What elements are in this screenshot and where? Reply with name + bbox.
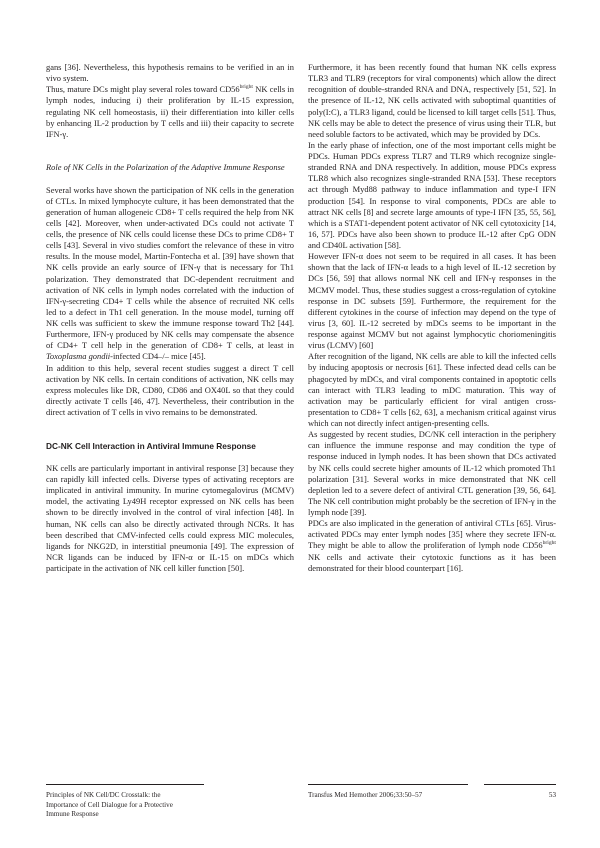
page-number: 53	[548, 791, 556, 799]
paragraph: After recognition of the ligand, NK cells are able to kill the infected cells by inducing apoptosis or necrosis [61]. These infected dead cells can be phagocyted by mDCs, and viral components contained in apoptotic cells can interact with TLR3 leading to mDC maturation. This way of activation may be particularly efficient for viral antigen cross-presentation to CD8+ T cells [62, 63], a mechanism critical against virus which can not directly infect antigen-presenting cells.	[308, 351, 556, 428]
paragraph: NK cells are particularly important in antiviral response [3] because they can rapidly kill infected cells. Diverse types of activating receptors are implicated in antiviral immunity. In murine cytomegalovirus (MCMV) model, the activating Ly49H receptor expressed on NK cells has been shown to be directly involved in the control of viral infection [48]. In human, NK cells can also be directly activated through NCRs. It has been described that CMV-infected cells could express MIC molecules, ligands for NKG2D, in interstitial pneumonia [49]. The expression of NCR ligands can be induced by IFN-α or IL-15 on mDCs which participate in the activation of NK cell killer function [50].	[46, 462, 294, 574]
footer-divider	[46, 784, 204, 785]
text-run: PDCs are also implicated in the generation of antiviral CTLs [65]. Virus-activated PDCs may enter lymph nodes [35] where they secrete IFN-α. They might be able to allow the proliferation of lymph node CD56	[308, 518, 556, 551]
text-run: Several works have shown the participation of NK cells in the generation of CTLs. In mixed lymphocyte culture, it has been demonstrated that the generation of human allogeneic CD8+ T cells required the help from NK cells [42]. Moreover, when under-activated DCs could not activate T cells, the presence of NK cells could license these DCs to prime CD8+ T cells [43]. Several in vivo studies comfort the relevance of these in vitro results. In the mouse model, Martin-Fontecha et al. [39] have shown that NK cells provide an early source of IFN-γ that is necessary for Th1 polarization. They demonstrated that DC-dependent recruitment and activation of NK cells in lymph nodes correlated with the induction of IFN-γ-secreting CD4+ T cells while the absence of recruited NK cells led to a defect in Th1 cell generation. In the mouse model, turning off NK cells was sufficient to skew the immune response toward Th2 [44]. Furthermore, IFN-γ produced by NK cells may compensate the absence of CD4+ T cell help in the generation of CD8+ T cells, at least in	[46, 184, 294, 351]
paragraph: gans [36]. Nevertheless, this hypothesis remains to be verified in an in vivo system.	[46, 62, 294, 84]
section-heading: DC-NK Cell Interaction in Antiviral Immune Response	[46, 440, 256, 451]
text-run: -infected CD4–/– mice [45].	[110, 351, 206, 362]
paragraph	[46, 185, 294, 363]
right-column	[308, 62, 556, 574]
superscript: bright	[542, 540, 556, 547]
text-run: NK cells in lymph nodes, inducing i) their proliferation by IL-15 expression, regulating NK cell homeostasis, ii) their differentiation into killer cells by enhancing IL-2 production by T cells and iii) their capacity to secrete IFN-γ.	[46, 84, 294, 139]
paragraph: As suggested by recent studies, DC/NK cell interaction in the periphery can influence the immune response and may condition the type of response induced in lymph nodes. It has been shown that DCs activated by NK cells could secrete higher amounts of IL-12 which promoted Th1 polarization [31]. Several works in mice demonstrated that NK cell depletion led to a severe defect of antiviral CTL generation [39, 56, 64]. The NK cell contribution might probably be the secretion of IFN-γ in the lymph node [39].	[308, 429, 556, 517]
paragraph: In the early phase of infection, one of the most important cells might be PDCs. Human PDCs express TLR7 and TLR9 which recognize single-stranded RNA and DNA respectively. In addition, mouse PDCs express TLR8 which also recognizes single-stranded RNA [53]. These receptors act through Myd88 pathway to induce inflammation and type-I IFN production [54]. In response to viral components, PDCs are able to attract NK cells [8] and secrete large amounts of type-I IFN [35, 55, 56], which is a STAT1-dependent potent activator of NK cell cytotoxicity [14, 16, 57]. PDCs have also been shown to produce IL-12 after CpG ODN and CD40L activation [58].	[308, 139, 556, 250]
superscript: bright	[239, 84, 253, 91]
paragraph: In addition to this help, several recent studies suggest a direct T cell activation by NK cells. In certain conditions of activation, NK cells may express molecules like DR, CD80, CD86 and OX40L so that they could directly activate T cells [46, 47]. Nevertheless, their contribution in the direct activation of T cells in vivo remains to be demonstrated.	[46, 362, 294, 418]
paragraph: Furthermore, it has been recently found that human NK cells express TLR3 and TLR9 (receptors for viral components) which allow the direct recognition of double-stranded RNA and DNA, respectively [51, 52]. In the presence of IL-12, NK cells activated with suboptimal quantities of poly(I:C), a TLR3 ligand, could be licensed to kill target cells [51]. Thus, NK cells may be able to detect the presence of virus using their TLR, but need soluble factors to be activated, which may be provided by DCs.	[308, 62, 556, 139]
paragraph: However IFN-α does not seem to be required in all cases. It has been shown that the lack of IFN-α leads to a high level of IL-12 secretion by DCs [56, 59] that allows normal NK cell and IFN-γ responses in the MCMV model. Thus, these studies suggest a cross-regulation of cytokine response in DC subsets [59]. Furthermore, the requirement for the different cytokines in the course of infection may depend on the type of virus [3, 60]. IL-12 secreted by mDCs seems to be important in the response against MCMV but not against lymphocytic choriomeningitis virus (LCMV) [60]	[308, 251, 556, 351]
running-title-line: Principles of NK Cell/DC Crosstalk: the	[46, 791, 161, 799]
running-title	[46, 791, 266, 820]
left-column	[46, 62, 294, 574]
italic-text: Toxoplasma gondii	[46, 351, 111, 362]
subsection-heading: Role of NK Cells in the Polarization of the Adaptive Immune Response	[46, 162, 285, 173]
text-run: NK cells and activate their cytotoxic functions as it has been demonstrated for their blood counterpart [16].	[308, 551, 556, 573]
running-title-line: Immune Response	[46, 810, 99, 819]
text-run: Thus, mature DCs might play several roles toward CD56	[46, 84, 240, 95]
journal-citation: Transfus Med Hemother 2006;33:50–57	[308, 791, 423, 799]
paragraph	[308, 518, 556, 574]
paragraph	[46, 84, 294, 140]
footer-divider	[308, 784, 468, 785]
running-title-line: Importance of Cell Dialogue for a Protective	[46, 800, 173, 809]
footer-divider	[484, 784, 556, 785]
